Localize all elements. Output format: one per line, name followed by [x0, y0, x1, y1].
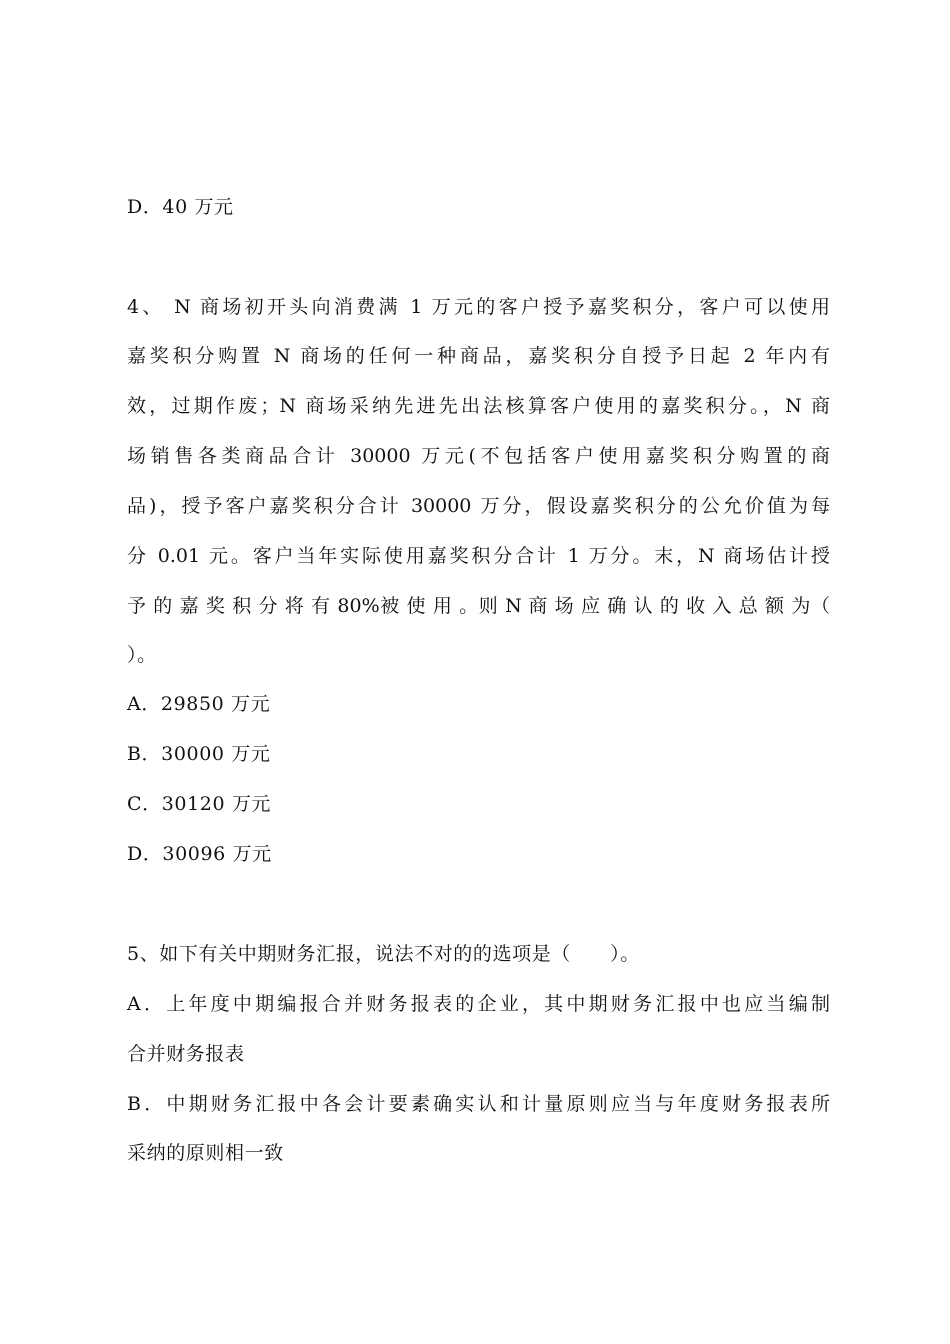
q3-option-d: D．40 万元	[127, 196, 234, 218]
q5-option-b-line: B．中期财务汇报中各会计要素确实认和计量原则应当与年度财务报表所	[127, 1093, 830, 1115]
q5-option-a-line: 合并财务报表	[127, 1043, 245, 1065]
q4-option-d: D．30096 万元	[127, 843, 272, 865]
q5-stem: 5、如下有关中期财务汇报，说法不对的的选项是（ ）。	[127, 943, 640, 965]
q4-stem-line: 品)，授予客户嘉奖积分合计 30000 万分，假设嘉奖积分的公允价值为每	[127, 495, 830, 517]
q4-stem-line: 效，过期作废；N 商场采纳先进先出法核算客户使用的嘉奖积分。，N 商	[127, 395, 830, 417]
q5-option-b-line: 采纳的原则相一致	[127, 1142, 284, 1164]
q5-option-a-line: A．上年度中期编报合并财务报表的企业，其中期财务汇报中也应当编制	[127, 993, 830, 1015]
q4-stem-line: 场销售各类商品合计 30000 万元(不包括客户使用嘉奖积分购置的商	[127, 445, 830, 467]
q4-stem-line: 4、 N 商场初开头向消费满 1 万元的客户授予嘉奖积分，客户可以使用	[127, 296, 830, 318]
q4-stem-line: 予 的 嘉 奖 积 分 将 有 80%被 使 用 。则 N 商 场 应 确 认 的 收 入 总 额 为（	[127, 595, 830, 617]
q4-option-c: C．30120 万元	[127, 793, 272, 815]
q4-option-b: B．30000 万元	[127, 743, 271, 765]
q4-stem-line: 分 0.01 元。客户当年实际使用嘉奖积分合计 1 万分。末，N 商场估计授	[127, 545, 830, 567]
q4-stem-line: ）。	[127, 644, 157, 666]
q4-option-a: A．29850 万元	[127, 693, 271, 715]
q4-stem-line: 嘉奖积分购置 N 商场的任何一种商品，嘉奖积分自授予日起 2 年内有	[127, 345, 830, 367]
